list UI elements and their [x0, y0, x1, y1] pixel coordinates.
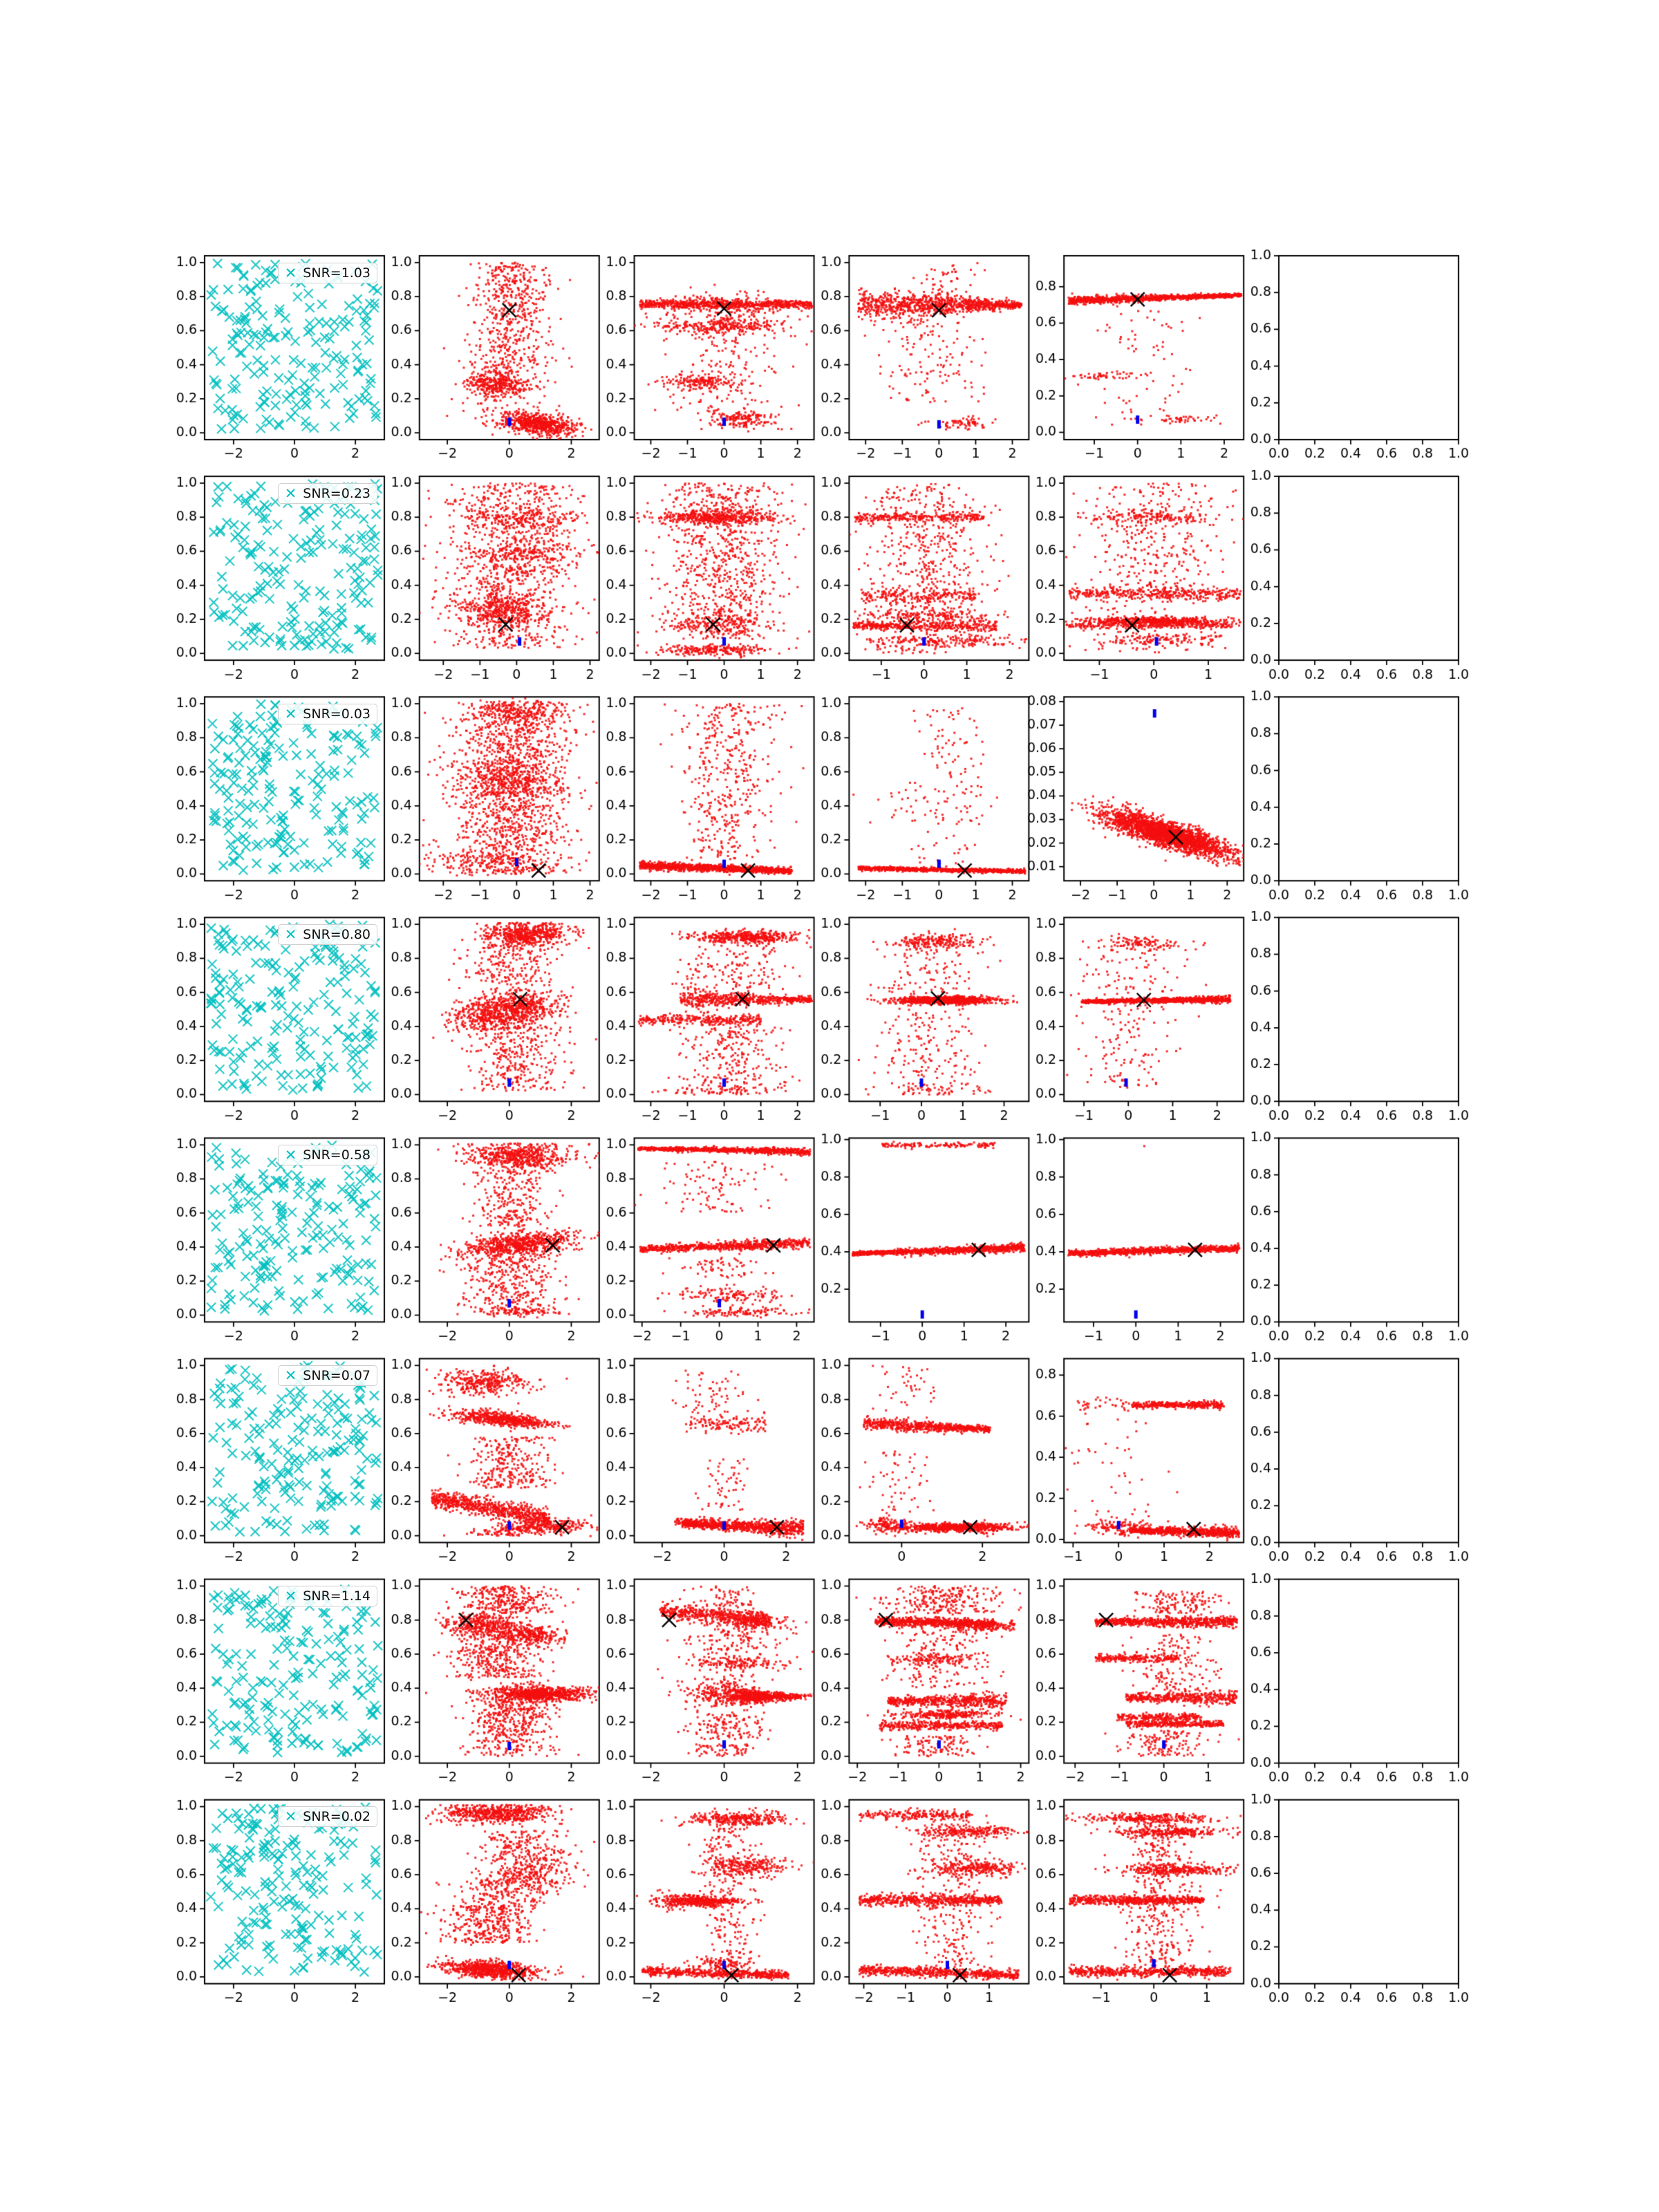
legend-label: SNR=0.80 — [303, 927, 371, 942]
legend-marker-x-icon: ✕ — [284, 485, 297, 502]
legend-label: SNR=0.07 — [303, 1368, 371, 1383]
snr-legend — [278, 1586, 377, 1606]
snr-legend — [278, 704, 377, 724]
legend-label: SNR=0.23 — [303, 486, 371, 501]
snr-legend — [278, 924, 377, 945]
legend-label: SNR=0.03 — [303, 706, 371, 722]
legend-marker-x-icon: ✕ — [284, 705, 297, 722]
snr-legend — [278, 1365, 377, 1386]
legend-marker-x-icon: ✕ — [284, 926, 297, 943]
snr-legend — [278, 263, 377, 283]
legend-marker-x-icon: ✕ — [284, 1808, 297, 1825]
legend-label: SNR=1.14 — [303, 1588, 371, 1604]
legend-marker-x-icon: ✕ — [284, 264, 297, 281]
snr-legend — [278, 1145, 377, 1165]
legend-label: SNR=0.02 — [303, 1809, 371, 1824]
legend-marker-x-icon: ✕ — [284, 1146, 297, 1163]
snr-legend — [278, 483, 377, 504]
legend-marker-x-icon: ✕ — [284, 1367, 297, 1384]
legend-label: SNR=1.03 — [303, 265, 371, 281]
snr-legend — [278, 1806, 377, 1827]
legend-marker-x-icon: ✕ — [284, 1587, 297, 1604]
legend-label: SNR=0.58 — [303, 1147, 371, 1163]
